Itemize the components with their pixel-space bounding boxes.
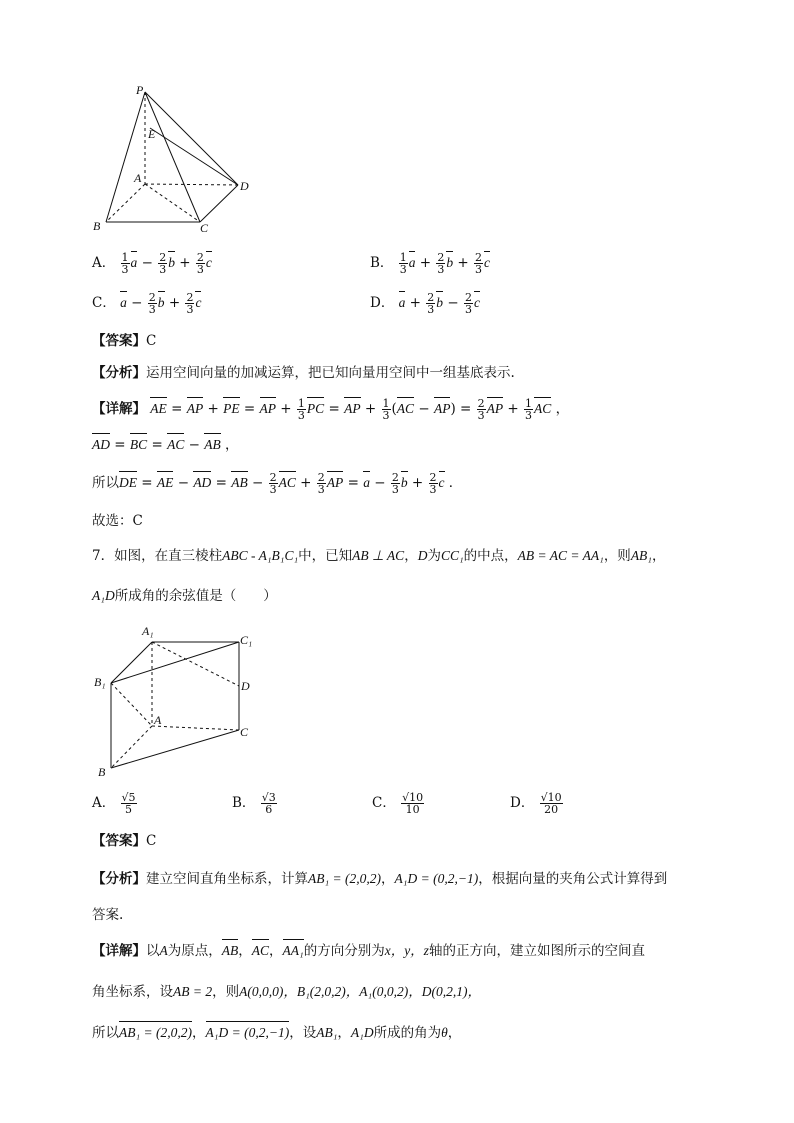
- option-b: B． $\frac{1}{3}$ a + $\frac{2}{3}$ b + $\frac{2}{3}$ c: [370, 251, 491, 276]
- vertex-label-a1: A₁: [142, 624, 154, 638]
- q6-detail-line2: AD = BC = AC − AB ，: [92, 437, 239, 453]
- q7-option-a: A． $\frac{√5}{5}$: [92, 791, 136, 816]
- q7-option-d: D． $\frac{√10}{20}$: [510, 791, 562, 816]
- q7-detail-line2: 角坐标系，设AB = 2，则A(0,0,0)，B₁(2,0,2)，A₁(0,0,2)，D(0,2,1)，: [92, 984, 481, 1000]
- vertex-label-e: E: [148, 127, 156, 141]
- vertex-label-a: A: [134, 171, 142, 185]
- q6-detail-line1: 【详解】 AE = AP + PE = AP + $\frac{1}{3}$ PC = AP + $\frac{1}{3}$ (AC − AP) = $\frac{2}{3}$ AP + $\frac{1}{3}$ AC ，: [92, 397, 570, 422]
- q6-analysis: 【分析】运用空间向量的加减运算，把已知向量用空间中一组基底表示.: [92, 365, 515, 381]
- q7-analysis-line1: 【分析】建立空间直角坐标系，计算AB₁ = (2,0,2)，A₁D = (0,2,−1)，根据向量的夹角公式计算得到: [92, 871, 668, 887]
- option-d: D． a + $\frac{2}{3}$ b − $\frac{2}{3}$ c: [370, 291, 480, 316]
- vertex-label-c1: C₁: [240, 633, 253, 647]
- vertex-label-c2: C: [240, 725, 249, 739]
- vertex-label-p: P: [136, 83, 144, 97]
- vertex-label-d: D: [240, 179, 249, 193]
- option-c: C． a − $\frac{2}{3}$ b + $\frac{2}{3}$ c: [92, 291, 202, 316]
- q7-answer: 【答案】C: [92, 833, 157, 849]
- vertex-label-b: B: [93, 219, 101, 233]
- vertex-label-c: C: [200, 221, 209, 235]
- q6-detail-line3: 所以DE = AE − AD = AB − $\frac{2}{3}$ AC + $\frac{2}{3}$ AP = a − $\frac{2}{3}$ b + $\frac{2}{3}$ c ．: [92, 471, 463, 496]
- q7-analysis-line2: 答案.: [92, 907, 124, 923]
- vertex-label-d2: D: [241, 679, 250, 693]
- q7-detail-line3: 所以AB₁ = (2,0,2)，A₁D = (0,2,−1)，设AB₁，A₁D所成的角为θ，: [92, 1025, 462, 1041]
- q7-option-b: B． $\frac{√3}{6}$: [232, 791, 276, 816]
- vertex-label-a2: A: [154, 713, 162, 727]
- pyramid-figure: [88, 80, 258, 235]
- prism-figure: [88, 620, 268, 780]
- q7-stem-line2: A₁D所成角的余弦值是（ ）: [92, 588, 277, 604]
- q6-answer: 【答案】C: [92, 333, 157, 349]
- q6-conclusion: 故选：C: [92, 513, 143, 529]
- q7-detail-line1: 【详解】以A为原点，AB，AC，AA₁的方向分别为x，y，z轴的正方向，建立如图所示的空间直: [92, 943, 645, 959]
- vertex-label-b2: B: [98, 765, 106, 779]
- q7-stem-line1: 7．如图，在直三棱柱ABC - A₁B₁C₁中，已知AB ⊥ AC，D为CC₁的中点，AB = AC = AA₁，则AB₁，: [92, 548, 666, 564]
- option-a: A． $\frac{1}{3}$ a − $\frac{2}{3}$ b + $\frac{2}{3}$ c: [92, 251, 212, 276]
- vertex-label-b1: B₁: [94, 675, 106, 689]
- q7-option-c: C． $\frac{√10}{10}$: [372, 791, 424, 816]
